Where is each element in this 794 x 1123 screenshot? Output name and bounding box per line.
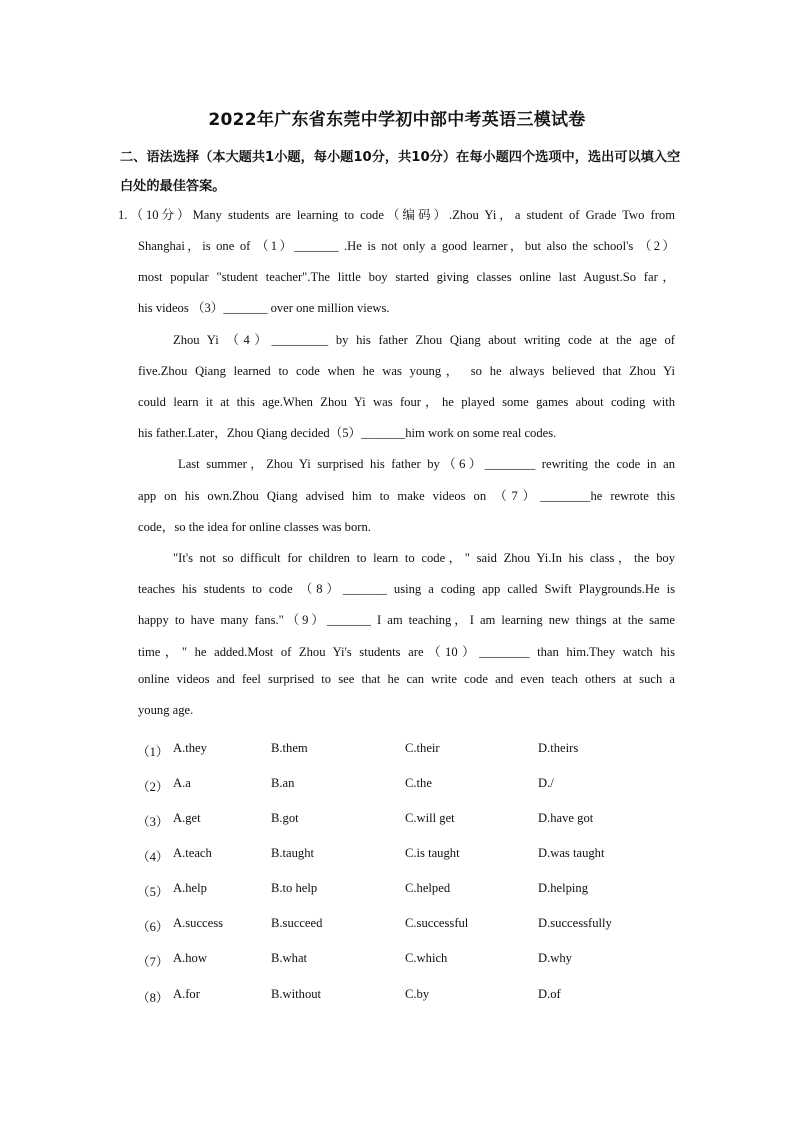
option-a[interactable]: A.they [173,741,207,755]
option-number: （6） [137,920,169,934]
option-number: （5） [137,885,169,899]
option-a[interactable]: A.teach [173,846,212,860]
option-c[interactable]: C.will get [405,811,455,825]
option-c[interactable]: C.which [405,951,448,965]
option-number: （2） [137,780,169,794]
passage-line: "It's not so difficult for children to learn to code，" said Zhou Yi.In his class，the boy [173,551,675,565]
option-d[interactable]: D.successfully [538,916,612,930]
passage-line: teaches his students to code （8）_______ using a coding app called Swift Playgrounds.He is [138,582,675,596]
passage-line: most popular "student teacher".The little boy started giving classes online last August.So far， [138,270,675,284]
passage-line: app on his own.Zhou Qiang advised him to make videos on （7）________he rewrote this [138,489,675,503]
passage-line: time，" he added.Most of Zhou Yi's students are（10）________ than him.They watch his [138,645,675,659]
option-c[interactable]: C.their [405,741,440,755]
option-b[interactable]: B.succeed [271,916,323,930]
option-a[interactable]: A.a [173,776,191,790]
option-d[interactable]: D.have got [538,811,594,825]
option-a[interactable]: A.get [173,811,201,825]
option-d[interactable]: D.of [538,987,561,1001]
option-b[interactable]: B.without [271,987,322,1001]
passage-line: Last summer，Zhou Yi surprised his father by（6）________ rewriting the code in an [178,457,675,471]
passage-line: could learn it at this age.When Zhou Yi was four，he played some games about coding with [138,395,675,409]
option-b[interactable]: B.taught [271,846,315,860]
option-number: （7） [137,955,169,969]
passage-line: code，so the idea for online classes was born. [138,520,371,534]
option-number: （1） [137,745,169,759]
option-a[interactable]: A.help [173,881,207,895]
option-d[interactable]: D.helping [538,881,589,895]
passage-line: Zhou Yi （4）_________ by his father Zhou Qiang about writing code at the age of [173,333,675,347]
option-d[interactable]: D.was taught [538,846,605,860]
option-d[interactable]: D.theirs [538,741,579,755]
option-b[interactable]: B.got [271,811,299,825]
passage-line: 1.（10分）Many students are learning to code（编码）.Zhou Yi，a student of Grade Two from [118,208,675,222]
option-number: （3） [137,815,169,829]
option-a[interactable]: A.success [173,916,224,930]
option-c[interactable]: C.successful [405,916,469,930]
passage-line: online videos and feel surprised to see that he can write code and even teach others at such a [138,672,675,686]
option-b[interactable]: B.to help [271,881,318,895]
passage-line: Shanghai，is one of （1）_______ .He is not only a good learner，but also the school's （2） [138,239,675,253]
option-a[interactable]: A.for [173,987,200,1001]
option-b[interactable]: B.what [271,951,308,965]
passage-line: his father.Later，Zhou Qiang decided（5）_______him work on some real codes. [138,426,557,440]
passage-line: his videos （3）_______ over one million views. [138,301,390,315]
option-number: （8） [137,991,169,1005]
option-c[interactable]: C.by [405,987,430,1001]
option-d[interactable]: D./ [538,776,554,790]
option-c[interactable]: C.is taught [405,846,460,860]
option-b[interactable]: B.an [271,776,295,790]
page-title: 2022年广东省东莞中学初中部中考英语三模试卷 [208,110,586,130]
option-a[interactable]: A.how [173,951,207,965]
passage-line: five.Zhou Qiang learned to code when he was young， so he always believed that Zhou Yi [138,364,675,378]
option-b[interactable]: B.them [271,741,308,755]
passage-line: happy to have many fans."（9）_______ I am teaching，I am learning new things at the same [138,613,675,627]
option-c[interactable]: C.helped [405,881,451,895]
option-number: （4） [137,850,169,864]
section-heading: 二、语法选择（本大题共1小题，每小题10分，共10分）在每小题四个选项中，选出可以填入空白处的最佳答案。 [120,150,681,194]
option-d[interactable]: D.why [538,951,572,965]
option-c[interactable]: C.the [405,776,432,790]
passage-line: young age. [138,703,194,717]
